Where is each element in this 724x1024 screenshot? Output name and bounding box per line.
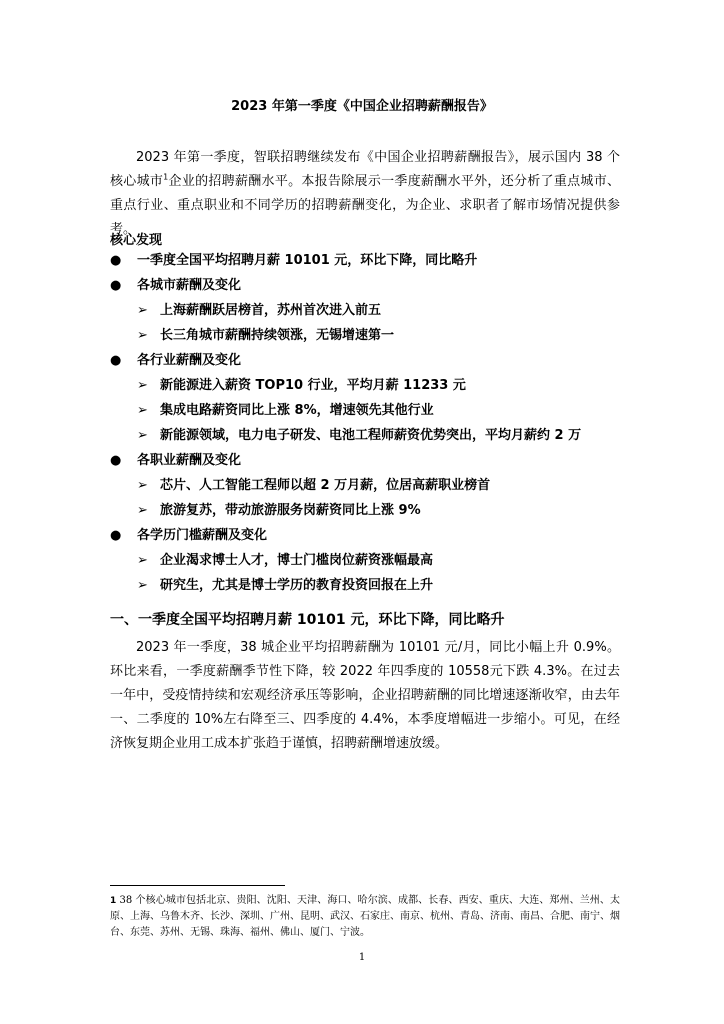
- footnote-text: 38 个核心城市包括北京、贵阳、沈阳、天津、海口、哈尔滨、成都、长春、西安、重庆、大连、郑州、兰州、太原、上海、乌鲁木齐、长沙、深圳、广州、昆明、武汉、石家庄、南京、杭州、青岛、济南、南昌、合肥、南宁、烟台、东莞、苏州、无锡、珠海、福州、佛山、厦门、宁波。: [110, 895, 620, 938]
- core-findings-heading: 核心发现: [110, 233, 163, 248]
- arrow-bullet-icon: ➢: [137, 328, 148, 343]
- sub-finding-text: 研究生，尤其是博士学历的教育投资回报在上升: [160, 578, 434, 593]
- bullet-icon: ●: [110, 253, 122, 268]
- finding-text: 各职业薪酬及变化: [137, 453, 242, 468]
- finding-text: 一季度全国平均招聘月薪 10101 元，环比下降，同比略升: [137, 253, 478, 268]
- sub-finding-text: 集成电路薪资同比上涨 8%，增速领先其他行业: [160, 403, 434, 418]
- sub-finding-item: [110, 327, 620, 352]
- finding-item: [110, 277, 620, 302]
- sub-finding-item: [110, 502, 620, 527]
- sub-finding-item: [110, 402, 620, 427]
- sub-finding-text: 长三角城市薪酬持续领涨，无锡增速第一: [160, 328, 395, 343]
- intro-text-end: 企业的招聘薪酬水平。本报告除展示一季度薪酬水平外，还分析了重点城市、重点行业、重点职业和不同学历的招聘薪酬变化，为企业、求职者了解市场情况提供参考。: [110, 174, 620, 237]
- finding-item: [110, 252, 620, 277]
- sub-finding-text: 企业渴求博士人才，博士门槛岗位薪资涨幅最高: [160, 553, 434, 568]
- sub-finding-item: [110, 577, 620, 602]
- arrow-bullet-icon: ➢: [137, 378, 148, 393]
- bullet-icon: ●: [110, 278, 122, 293]
- intro-text-start: 2023 年第一季度，智联招聘继续发布《中国企业招聘薪酬报告》，展示国内 38 个核心城市: [110, 150, 620, 189]
- arrow-bullet-icon: ➢: [137, 403, 148, 418]
- section1-heading: 一、一季度全国平均招聘月薪 10101 元，环比下降，同比略升: [110, 612, 505, 628]
- bullet-icon: ●: [110, 528, 122, 543]
- sub-finding-item: [110, 477, 620, 502]
- report-title: 2023 年第一季度《中国企业招聘薪酬报告》: [231, 99, 493, 114]
- sub-finding-item: [110, 377, 620, 402]
- sub-finding-text: 新能源领域，电力电子研发、电池工程师薪资优势突出，平均月薪约 2 万: [160, 428, 582, 443]
- sub-finding-text: 旅游复苏，带动旅游服务岗薪资同比上涨 9%: [160, 503, 421, 518]
- finding-item: [110, 527, 620, 552]
- intro-paragraph: [110, 146, 620, 242]
- footnote-divider: [110, 885, 285, 886]
- bullet-icon: ●: [110, 453, 122, 468]
- bullet-icon: ●: [110, 353, 122, 368]
- finding-item: [110, 452, 620, 477]
- sub-finding-item: [110, 552, 620, 577]
- finding-text: 各城市薪酬及变化: [137, 278, 242, 293]
- arrow-bullet-icon: ➢: [137, 478, 148, 493]
- arrow-bullet-icon: ➢: [137, 578, 148, 593]
- arrow-bullet-icon: ➢: [137, 553, 148, 568]
- sub-finding-text: 上海薪酬跃居榜首，苏州首次进入前五: [160, 303, 382, 318]
- core-findings-list: [110, 252, 620, 602]
- section1-paragraph: 2023 年一季度，38 城企业平均招聘薪酬为 10101 元/月，同比小幅上升 0.9%。环比来看，一季度薪酬季节性下降，较 2022 年四季度的 10558元下跌 4.3%。在过去一年中，受疫情持续和宏观经济承压等影响，企业招聘薪酬的同比增速逐渐收窄，由去年一、二季度的 10%左右降至三、四季度的 4.4%，本季度增幅进一步缩小。可见，在经济恢复期企业用工成本扩张趋于谨慎，招聘薪酬增速放缓。: [110, 640, 620, 751]
- footnote-number: 1: [110, 896, 117, 906]
- footnote-ref[interactable]: 1: [163, 172, 169, 182]
- sub-finding-text: 芯片、人工智能工程师以超 2 万月薪，位居高薪职业榜首: [160, 478, 491, 493]
- sub-finding-text: 新能源进入薪资 TOP10 行业，平均月薪 11233 元: [160, 378, 466, 393]
- finding-item: [110, 352, 620, 377]
- finding-text: 各行业薪酬及变化: [137, 353, 242, 368]
- sub-finding-item: [110, 427, 620, 452]
- page-number: 1: [358, 952, 366, 963]
- arrow-bullet-icon: ➢: [137, 303, 148, 318]
- footnote: [110, 893, 620, 941]
- arrow-bullet-icon: ➢: [137, 428, 148, 443]
- arrow-bullet-icon: ➢: [137, 503, 148, 518]
- sub-finding-item: [110, 302, 620, 327]
- finding-text: 各学历门槛薪酬及变化: [137, 528, 268, 543]
